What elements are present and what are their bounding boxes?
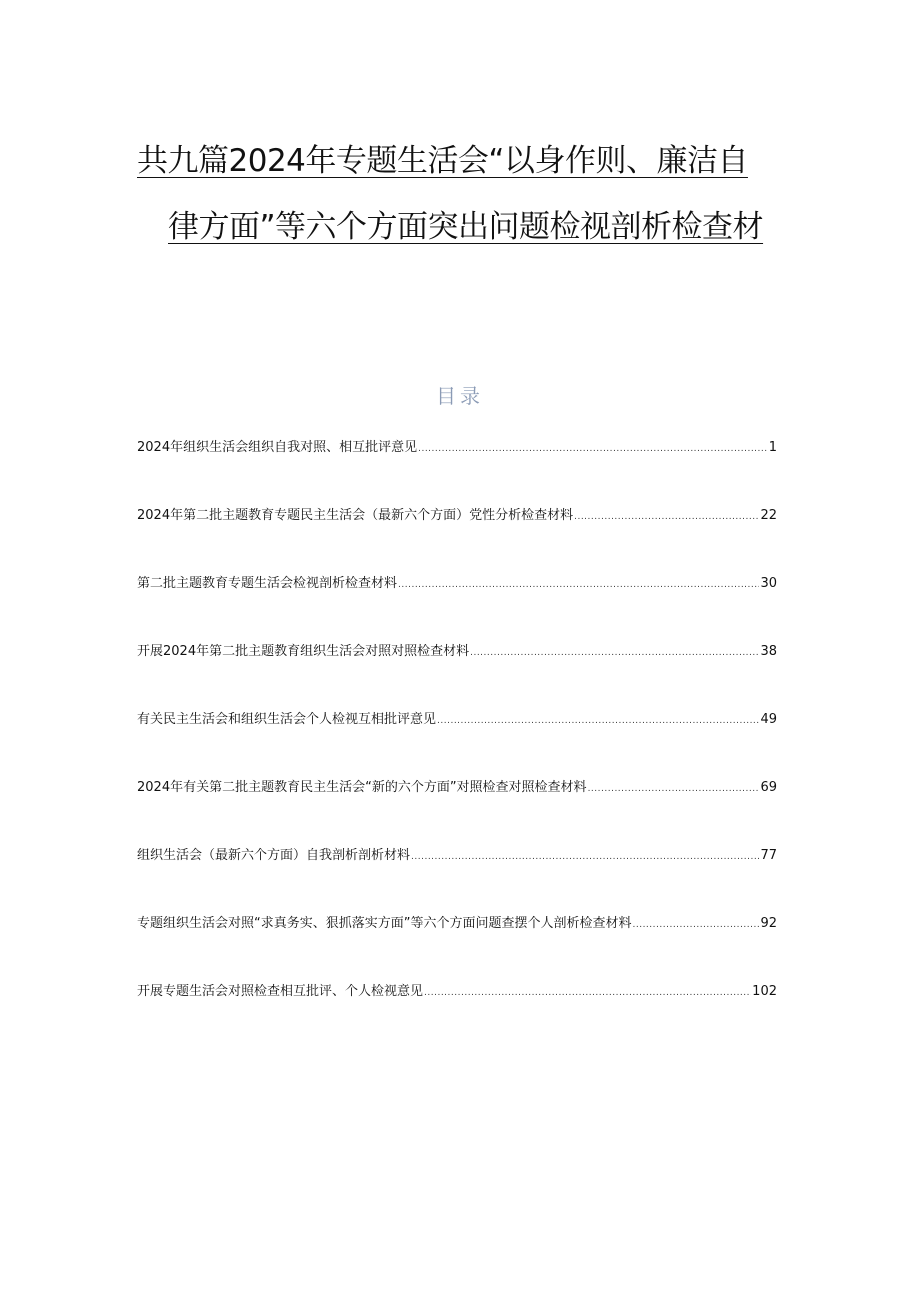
toc-entry-title: 第二批主题教育专题生活会检视剖析检查材料 xyxy=(137,576,398,591)
toc-page-number: 1 xyxy=(768,440,777,455)
table-of-contents xyxy=(137,437,777,1049)
toc-heading: 目录 xyxy=(436,384,484,408)
toc-dot-leader xyxy=(437,709,759,732)
toc-page-number: 92 xyxy=(760,916,777,931)
toc-page-number: 38 xyxy=(760,644,777,659)
toc-page-number: 49 xyxy=(760,712,777,727)
toc-entry[interactable] xyxy=(137,505,777,573)
toc-dot-leader xyxy=(574,505,759,528)
toc-dot-leader xyxy=(470,641,759,664)
toc-entry[interactable] xyxy=(137,709,777,777)
toc-entry[interactable] xyxy=(137,777,777,845)
toc-page-number: 69 xyxy=(760,780,777,795)
document-title xyxy=(130,128,770,260)
toc-entry[interactable] xyxy=(137,981,777,1049)
toc-entry[interactable] xyxy=(137,573,777,641)
toc-dot-leader xyxy=(424,981,751,1004)
toc-dot-leader xyxy=(398,573,759,596)
toc-page-number: 77 xyxy=(760,848,777,863)
document-title-line-1: 共九篇2024年专题生活会“以身作则、廉洁自 xyxy=(137,143,748,179)
toc-dot-leader xyxy=(418,437,768,460)
toc-entry-title: 2024年组织生活会组织自我对照、相互批评意见 xyxy=(137,440,418,455)
toc-dot-leader xyxy=(632,913,759,936)
toc-entry-title: 专题组织生活会对照“求真务实、狠抓落实方面”等六个方面问题查摆个人剖析检查材料 xyxy=(137,916,632,931)
toc-page-number: 30 xyxy=(760,576,777,591)
toc-page-number: 102 xyxy=(752,984,777,999)
toc-entry-title: 2024年有关第二批主题教育民主生活会“新的六个方面”对照检查对照检查材料 xyxy=(137,780,587,795)
toc-entry[interactable] xyxy=(137,437,777,505)
toc-entry-title: 2024年第二批主题教育专题民主生活会（最新六个方面）党性分析检查材料 xyxy=(137,508,574,523)
toc-entry[interactable] xyxy=(137,913,777,981)
toc-entry[interactable] xyxy=(137,641,777,709)
toc-dot-leader xyxy=(411,845,759,868)
toc-entry-title: 组织生活会（最新六个方面）自我剖析剖析材料 xyxy=(137,848,411,863)
toc-dot-leader xyxy=(588,777,760,800)
toc-page-number: 22 xyxy=(760,508,777,523)
toc-entry[interactable] xyxy=(137,845,777,913)
toc-entry-title: 开展专题生活会对照检查相互批评、个人检视意见 xyxy=(137,984,424,999)
toc-entry-title: 有关民主生活会和组织生活会个人检视互相批评意见 xyxy=(137,712,437,727)
toc-entry-title: 开展2024年第二批主题教育组织生活会对照对照检查材料 xyxy=(137,644,470,659)
document-title-line-2: 律方面”等六个方面突出问题检视剖析检查材 xyxy=(168,209,764,245)
